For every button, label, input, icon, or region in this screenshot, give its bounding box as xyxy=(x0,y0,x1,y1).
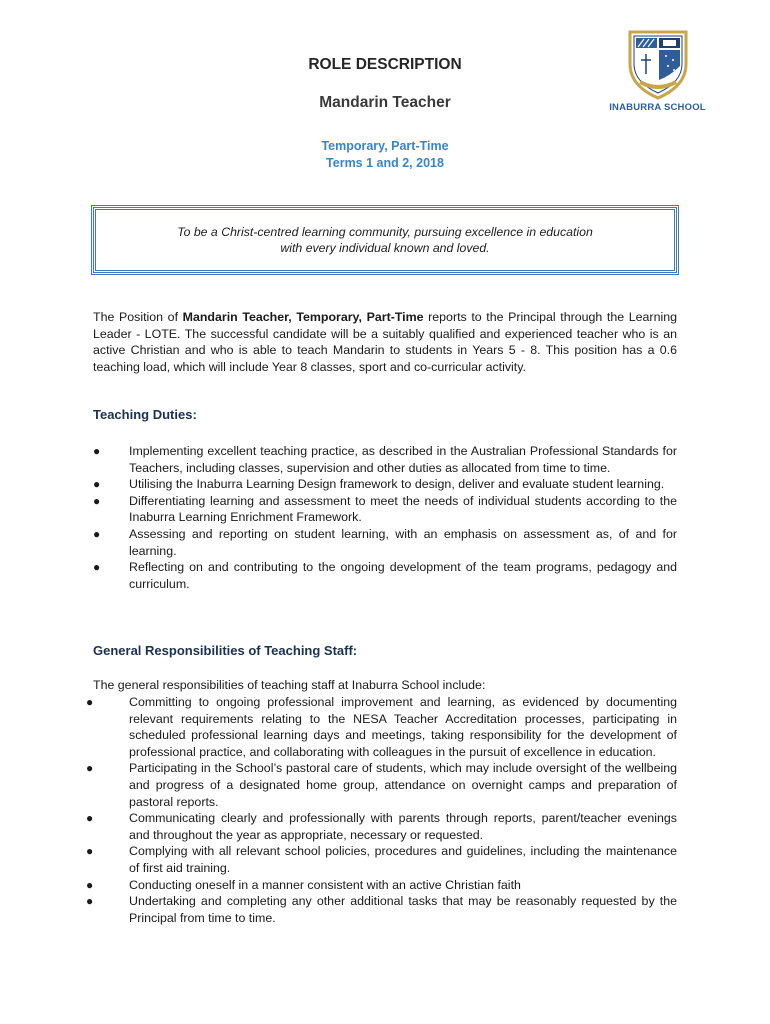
list-item: ● Reflecting on and contributing to the ongoing development of the team programs, pedagogy and curriculum. xyxy=(93,560,677,591)
list-item: ● Implementing excellent teaching practice, as described in the Australian Professional Standards for Teachers, including classes, supervision and other duties as allocated from time to time. xyxy=(93,444,677,475)
list-item: ● Committing to ongoing professional improvement and learning, as evidenced by documenting relevant requirements relating to the NESA Teacher Accreditation processes, participating in scheduled professional learning days and meetings, taking responsibility for the development of professional practice, and collaborating with colleagues in the pursuit of excellence in education. xyxy=(86,695,677,759)
intro-position-name: Mandarin Teacher, Temporary, Part-Time xyxy=(182,310,424,324)
bullet-icon: ● xyxy=(86,844,94,859)
motto-line-1: To be a Christ-centred learning community, pursuing excellence in education xyxy=(177,224,593,239)
role-title: Mandarin Teacher xyxy=(319,94,451,111)
list-item: ● Conducting oneself in a manner consistent with an active Christian faith xyxy=(86,877,521,892)
motto-box xyxy=(93,207,677,273)
bullet-icon: ● xyxy=(93,526,101,541)
school-motto xyxy=(145,224,625,257)
list-item: ● Complying with all relevant school policies, procedures and guidelines, including the maintenance of first aid training. xyxy=(86,844,677,875)
employment-terms xyxy=(0,138,770,172)
bullet-icon: ● xyxy=(86,894,94,909)
teaching-duties-list xyxy=(93,443,677,592)
list-item: ● Differentiating learning and assessment to meet the needs of individual students according to the Inaburra Learning Enrichment Framework. xyxy=(93,493,677,525)
general-responsibilities-list xyxy=(86,694,677,926)
position-intro xyxy=(93,309,677,375)
list-item: ● Utilising the Inaburra Learning Design framework to design, deliver and evaluate student learning. xyxy=(93,477,665,492)
bullet-icon: ● xyxy=(86,877,94,892)
list-item: ● Participating in the School’s pastoral care of students, which may include oversight of the wellbeing and progress of a designated home group, attendance on overnight camps and preparation of pastoral reports. xyxy=(86,761,677,809)
employment-period: Terms 1 and 2, 2018 xyxy=(326,156,444,170)
bullet-icon: ● xyxy=(93,560,101,575)
bullet-icon: ● xyxy=(86,811,94,826)
bullet-icon: ● xyxy=(93,477,101,492)
general-responsibilities-heading: General Responsibilities of Teaching Staff: xyxy=(93,643,358,658)
school-name: INABURRA SCHOOL xyxy=(609,102,706,113)
general-responsibilities-intro: The general responsibilities of teaching staff at Inaburra School include: xyxy=(93,678,486,692)
list-item: ● Undertaking and completing any other additional tasks that may be reasonably requested by the Principal from time to time. xyxy=(86,894,677,925)
list-item: ● Communicating clearly and professionally with parents through reports, parent/teacher evenings and throughout the year as appropriate, necessary or requested. xyxy=(86,811,677,842)
motto-line-2: with every individual known and loved. xyxy=(280,241,490,255)
document-title: ROLE DESCRIPTION xyxy=(308,56,462,73)
bullet-icon: ● xyxy=(93,493,101,508)
list-item: ● Assessing and reporting on student learning, with an emphasis on assessment as, of and for learning. xyxy=(93,526,677,558)
teaching-duties-heading: Teaching Duties: xyxy=(93,407,197,422)
intro-body: reports to the Principal through the Learning Leader - LOTE. The successful candidate will be a suitably qualified and experienced teacher who is an active Christian and who is able to teach Mandarin to students in Years 5 - 8. This position has a 0.6 teaching load, which will include Year 8 classes, sport and co-curricular activity. xyxy=(93,310,677,374)
intro-prefix: The Position of xyxy=(93,310,183,324)
employment-type: Temporary, Part-Time xyxy=(321,139,449,153)
bullet-icon: ● xyxy=(86,761,94,776)
bullet-icon: ● xyxy=(93,444,101,458)
bullet-icon: ● xyxy=(86,695,94,709)
